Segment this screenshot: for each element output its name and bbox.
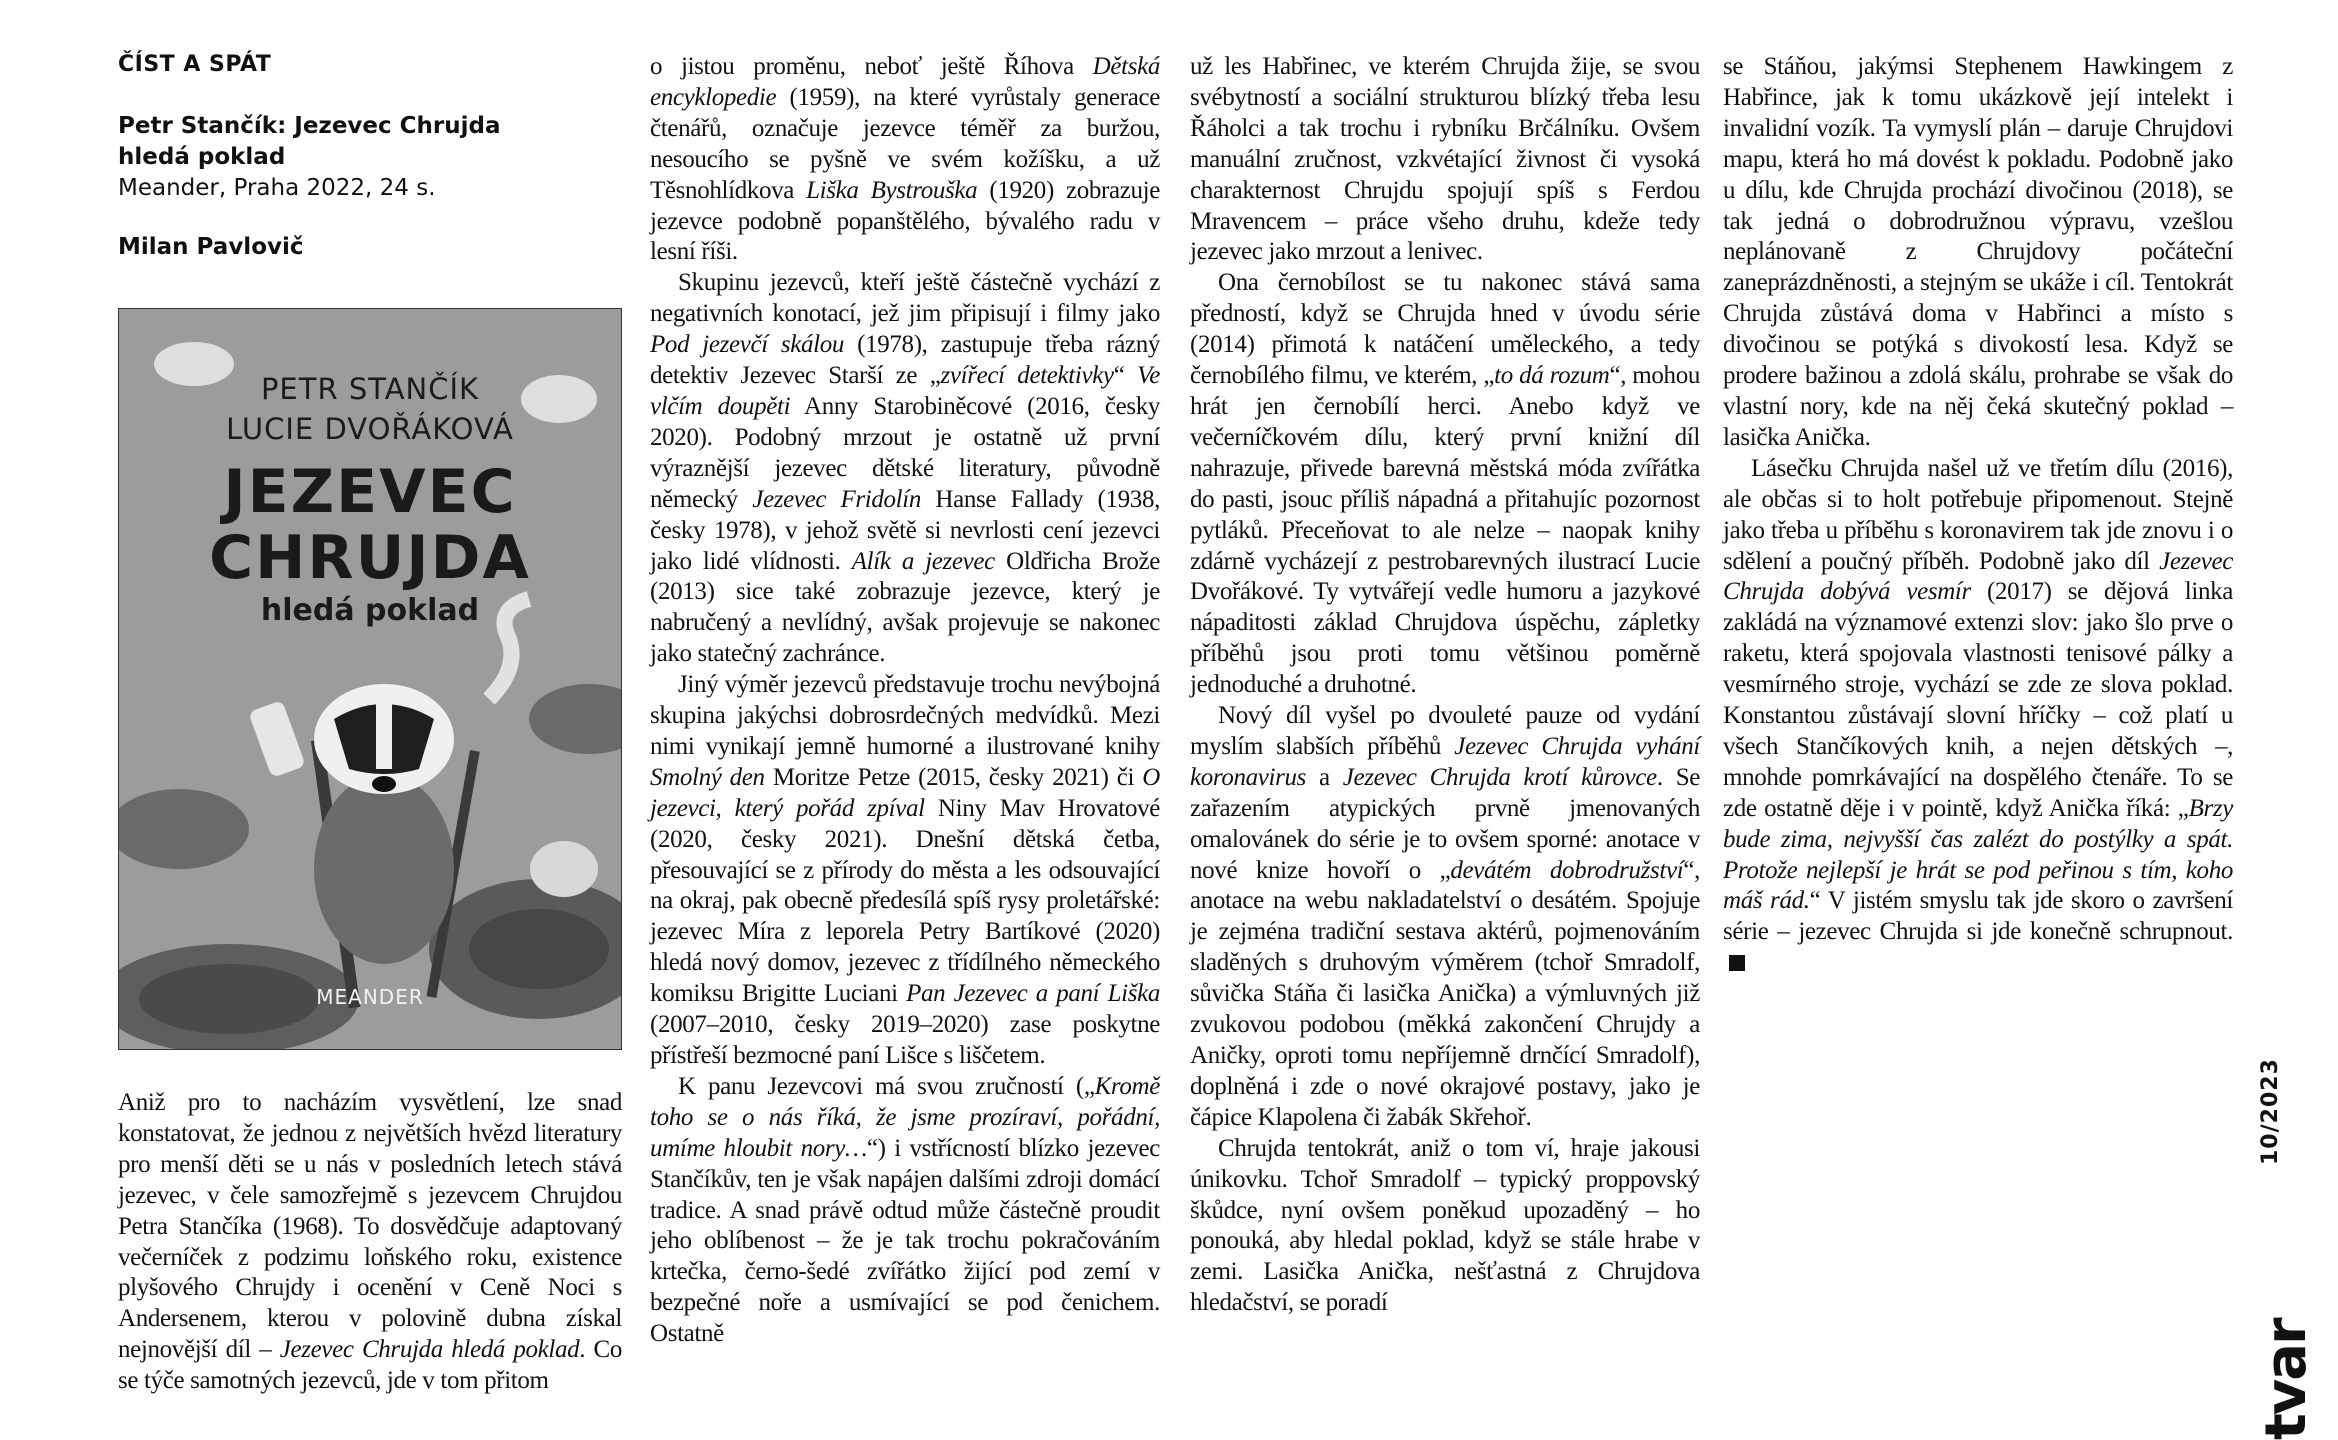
paragraph-7-cont: se Stáňou, jakýmsi Stephenem Hawkingem z Habřince, jak k tomu ukázkově její intelekt i invalidní vozík. Ta vymyslí plán – daruje Chrujdovi mapu, která ho má dovést k pokladu. Podobně jako u dílu, kde Chrujda prochází divočinou (2018), se tak jedná o dobrodružnou výpravu, vzešlou neplánovaně z Chrujdovy počáteční zaneprázdněnosti, a stejným se ukáže i cíl. Tentokrát Chrujda zůstává doma v Habřinci a místo s divočinou se potýká s divokostí lesa. Když se prodere bažinou a zdolá skálu, prohrabe se však do vlastní nory, kde na něj čeká skutečný poklad – lasička Anička. <box>1723 53 2233 451</box>
cover-author-1: PETR STANČÍK <box>260 372 480 406</box>
reviewer-name: Milan Pavlovič <box>118 234 304 260</box>
column-2 <box>650 52 1160 1350</box>
paragraph-3: Jiný výměr jezevců představuje trochu nevýbojná skupina jakýchsi dobrosrdečných medvídků. Mezi nimi vynikají jemně humorné a ilustrované knihy Smolný den Moritze Petze (2015, česky 2021) či O jezevci, který pořád zpíval Niny Mav Hrovatové (2020, česky 2021). Dnešní dětská četba, přesouvající se z přírody do města a les odsouvající na okraj, pak obecně předesílá spíš rysy proletářské: jezevec Míra z leporela Petry Bartíkové (2020) hledá nový domov, jezevec z třídílného německého komiksu Brigitte Luciani Pan Jezevec a paní Liška (2007–2010, česky 2019–2020) zase poskytne přístřeší bezmocné paní Lišce s liščetem. <box>650 671 1160 1069</box>
paragraph-2: Skupinu jezevců, kteří ještě částečně vychází z negativních konotací, jež jim připisují i filmy jako Pod jezevčí skálou (1978), zastupuje třeba rázný detektiv Jezevec Starší ze „zvířecí detektivky“ Ve vlčím doupěti Anny Starobiněcové (2016, česky 2020). Podobný mrzout je ostatně už první výraznější jezevec dětské literatury, původně německý Jezevec Fridolín Hanse Fallady (1938, česky 1978), v jehož světě si nevrlosti cení jezevci jako lidé vlídnosti. Alík a jezevec Oldřicha Brože (2013) sice také zobrazuje jezevce, který je nabručený a nevlídný, avšak projevuje se nakonec jako statečný zachránce. <box>650 269 1161 668</box>
issue-number: 10/2023 <box>2258 1058 2283 1165</box>
book-cover-image <box>118 308 622 1050</box>
cover-publisher-logo: MEANDER <box>316 985 424 1009</box>
book-publication: Meander, Praha 2022, 24 s. <box>118 175 436 201</box>
paragraph-1-start: Aniž pro to nacházím vysvětlení, lze snad konstatovat, že jednou z největších hvězd literatury pro menší děti se u nás v posledních letech stává jezevec, v čele samozřejmě s jezevcem Chrujdou Petra Stančíka (1968). To dosvědčuje adaptovaný večerníček z podzimu loňského roku, existence plyšového Chrujdy i ocenění v Ceně Noci s Andersenem, kterou v polovině dubna získal nejnovější díl – Jezevec Chrujda hledá poklad. Co se týče samotných jezevců, jde v tom přitom <box>118 1089 622 1395</box>
column-4 <box>1723 52 2233 979</box>
paragraph-4-cont: už les Habřinec, ve kterém Chrujda žije, se svou svébytností a sociální strukturou blízký třeba lesu Řáholci a tak trochu i rybníku Brčálníku. Ovšem manuální zručnost, vzkvétající živnost či vysoká charakternost Chrujdu spojují spíš s Ferdou Mravencem – práce všeho druhu, kdeže tedy jezevec jako mrzout a lenivec. <box>1190 53 1700 266</box>
paragraph-8: Lásečku Chrujda našel už ve třetím dílu (2016), ale občas si to holt potřebuje připomenout. Stejně jako třeba u příběhu s koronavirem tak jde znovu i o sdělení a poučný příběh. Podobně jako díl Jezevec Chrujda dobývá vesmír (2017) se dějová linka zakládá na významové extenzi slov: jako šlo prve o raketu, která spojovala vlastnosti tenisové pálky a vesmírného stroje, vychází se zde ze slova poklad. Konstantou zůstávají slovní hříčky – což platí u všech Stančíkových knih, a nejen dětských –, mnohde pomrkávající na dospělého čtenáře. To se zde ostatně děje i v pointě, když Anička říká: „Brzy bude zima, nejvyšší čas zalézt do postýlky a spát. Protože nejlepší je hrát se pod peřinou s tím, koho máš rád.“ V jistém smyslu tak jde skoro o završení série – jezevec Chrujda si jde konečně schrupnout. <box>1723 454 2233 979</box>
column-1 <box>118 52 622 1397</box>
cover-subtitle: hledá poklad <box>260 593 480 628</box>
cover-author-2: LUCIE DVOŘÁKOVÁ <box>226 412 514 446</box>
paragraph-5: Ona černobílost se tu nakonec stává sama předností, když se Chrujda hned v úvodu série (2014) přimotá k natáčení uměleckého, a tedy černobílého filmu, ve kterém, „to dá rozum“, mohou hrát jen černobílí herci. Anebo když ve večerníčkovém dílu, který první knižní díl nahrazuje, přivede barevná městská móda zvířátka do pasti, jsouc příliš nápadná a přitahujíc pozornost pytláků. Přeceňovat to ale nelze – naopak knihy zdárně vycházejí z pestrobarevných ilustrací Lucie Dvořákové. Ty vytvářejí vedle humoru a jazykové nápaditosti základ Chrujdova úspěchu, zápletky příběhů jsou proti tomu většinou poměrně jednoduché a druhotné. <box>1190 269 1701 699</box>
magazine-logo: tvar <box>2254 1319 2319 1440</box>
article-text-start <box>118 1088 622 1397</box>
cover-title-line-1: JEZEVEC <box>223 457 517 527</box>
column-3 <box>1190 52 1700 1319</box>
cover-title <box>119 459 621 591</box>
paragraph-6: Nový díl vyšel po dvouleté pauze od vydání myslím slabších příběhů Jezevec Chrujda vyhání koronavirus a Jezevec Chrujda krotí kůrovce. Se zařazením atypických prvně jmenovaných omalovánek do série je to ovšem sporné: anotace v nové knize hovoří o „devátém dobrodružství“, anotace na webu nakladatelství o desátém. Spojuje je zejména tradiční sestava aktérů, pojmenováním sladěných s druhovým výměrem (tchoř Smradolf, sůvička Stáňa či lasička Anička) a výmluvných již zvukovou podobou (měkká zakončení Chrujdy a Aničky, oproti tomu nepříjemně drnčící Smradolf), doplněná i zde o nové okrajové postavy, jako je čápice Klapolena či žabák Skřehoř. <box>1190 702 1701 1131</box>
paragraph-4-start: K panu Jezevcovi má svou zručností („Kromě toho se o nás říká, že jsme prozíraví, pořádní, umíme hloubit nory…“) i vstřícností blízko jezevec Stančíkův, ten je však napájen dalšími zdroji domácí tradice. A snad právě odtud může částečně proudit jeho oblíbenost – že je tak trochu pokračováním krtečka, černo-šedé zvířátko žijící pod zemí v bezpečné noře a usmívající se pod čenichem. Ostatně <box>650 1072 1160 1348</box>
cover-title-line-2: CHRUJDA <box>209 523 531 593</box>
cover-authors <box>119 369 621 449</box>
paragraph-7-start: Chrujda tentokrát, aniž o tom ví, hraje jakousi únikovku. Tchoř Smradolf – typický proppovský škůdce, nyní ovšem poněkud upozaděný – ho ponouká, aby hledal poklad, když se stále hrabe v zemi. Lasička Anička, nešťastná z Chrujdova hledačství, se poradí <box>1190 1134 1700 1317</box>
end-of-article-mark <box>1729 955 1745 971</box>
paragraph-1-cont: o jistou proměnu, neboť ještě Říhova Dětská encyklopedie (1959), na které vyrůstaly generace čtenářů, označuje jezevce téměř za buržou, nesoucího se pyšně ve svém kožíšku, a už Těsnohlídkova Liška Bystrouška (1920) zobrazuje jezevce podobně popanštělého, bývalého radu v lesní říši. <box>650 53 1161 266</box>
book-title-line-1: Petr Stančík: Jezevec Chrujda <box>118 113 501 139</box>
rubric-heading: ČÍST A SPÁT <box>118 52 272 77</box>
book-title-line-2: hledá poklad <box>118 144 286 170</box>
